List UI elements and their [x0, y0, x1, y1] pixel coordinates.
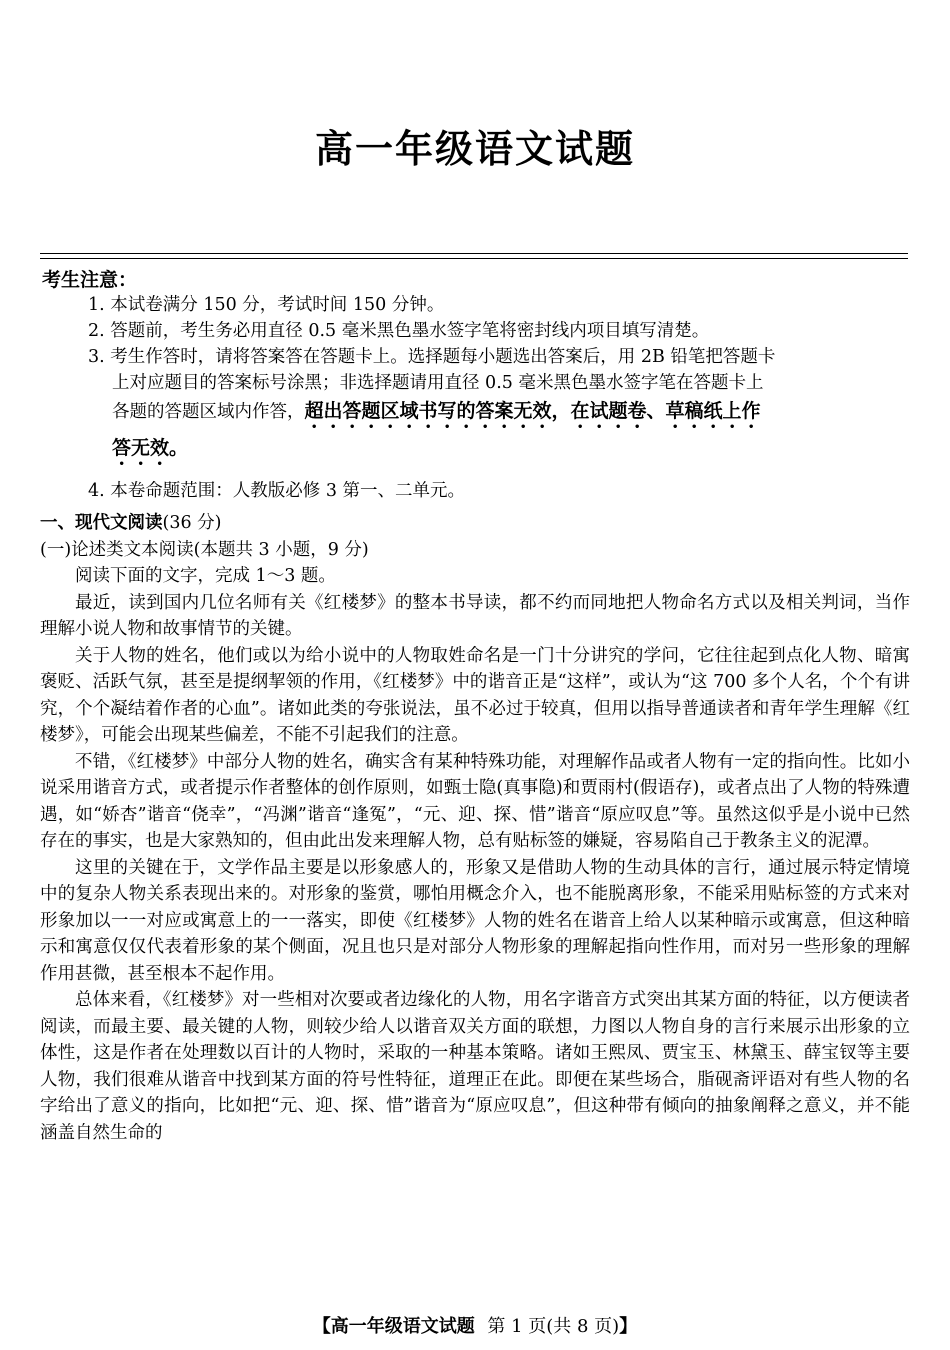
header-rule-top [40, 253, 908, 254]
section-heading [40, 510, 910, 537]
subsection-heading: (一)论述类文本阅读(本题共 3 小题，9 分) [40, 539, 369, 560]
passage-paragraph-2: 关于人物的姓名，他们或以为给小说中的人物取姓命名是一门十分讲究的学问，它往往起到点化人物、暗寓褒贬、活跃气氛，甚至是提纲挈领的作用，《红楼梦》中的谐音正是“这样”，或认为“这 700 多个人名，个个有讲究，个个凝结着作者的心血”。诸如此类的夸张说法，虽不必过于较真，但用以指导普通读者和青年学生理解《红楼梦》，可能会出现某些偏差，不能不引起我们的注意。 [40, 645, 910, 745]
passage-paragraph-5: 总体来看，《红楼梦》对一些相对次要或者边缘化的人物，用名字谐音方式突出其某方面的特征，以方便读者阅读，而最主要、最关键的人物，则较少给人以谐音双关方面的联想，力图以人物自身的言行来展示出形象的立体性，这是作者在处理数以百计的人物时，采取的一种基本策略。诸如王熙凤、贾宝玉、林黛玉、薛宝钗等主要人物，我们很难从谐音中找到某方面的符号性特征，道理正在此。即便在某些场合，脂砚斋评语对有些人物的名字给出了意义的指向，比如把“元、迎、探、惜”谐音为“原应叹息”，但这种带有倾向的抽象阐释之意义，并不能涵盖自然生命的 [40, 990, 910, 1143]
reading-section [40, 510, 910, 1146]
passage-paragraph-1: 最近，读到国内几位名师有关《红楼梦》的整本书导读，都不约而同地把人物命名方式以及相关判词，当作理解小说人物和故事情节的关键。 [40, 592, 910, 639]
footer-title: 高一年级语文试题 [330, 1316, 475, 1337]
notice-list [88, 292, 910, 504]
notice-item-3: 3. 考生作答时，请将答案答在答题卡上。选择题每小题选出答案后，用 2B 铅笔把答题卡 [88, 347, 776, 367]
notice-emphasis-1: 超出答题区域书写的答案无效，在试题卷、草稿纸上作 [304, 400, 761, 422]
page-footer [0, 1312, 950, 1338]
notice-item-1: 1. 本试卷满分 150 分，考试时间 150 分钟。 [88, 295, 445, 315]
footer-page-number: 第 1 页(共 8 页) [487, 1316, 620, 1337]
section-title: 一、现代文阅读 [40, 513, 163, 533]
header-rule-bottom [40, 258, 908, 259]
notice-item-3-cont-3 [88, 433, 910, 470]
passage-paragraph-3: 不错，《红楼梦》中部分人物的姓名，确实含有某种特殊功能，对理解作品或者人物有一定的指向性。比如小说采用谐音方式，或者提示作者整体的创作原则，如甄士隐(真事隐)和贾雨村(假语存)，或者点出了人物的特殊遭遇，如“娇杏”谐音“侥幸”，“冯渊”谐音“逢冤”，“元、迎、探、惜”谐音“原应叹息”等。虽然这似乎是小说中已然存在的事实，也是大家熟知的，但由此出发来理解人物，总有贴标签的嫌疑，容易陷自己于教条主义的泥潭。 [40, 751, 910, 851]
notice-item-3-cont-2 [88, 396, 910, 433]
reading-instruction: 阅读下面的文字，完成 1～3 题。 [75, 566, 336, 586]
notice-emphasis-2: 答无效。 [112, 437, 189, 459]
notice-heading: 考生注意： [42, 269, 138, 291]
notice-item-3-plain: 各题的答题区域内作答， [112, 402, 305, 422]
section-score: (36 分) [162, 513, 222, 533]
notice-item-2: 2. 答题前，考生务必用直径 0.5 毫米黑色墨水签字笔将密封线内项目填写清楚。 [88, 321, 710, 341]
passage-paragraph-4: 这里的关键在于，文学作品主要是以形象感人的，形象又是借助人物的生动具体的言行，通过展示特定情境中的复杂人物关系表现出来的。对形象的鉴赏，哪怕用概念介入，也不能脱离形象，不能采用贴标签的方式来对形象加以一一对应或寓意上的一一落实，即使《红楼梦》人物的姓名在谐音上给人以某种暗示或寓意，但这种暗示和寓意仅仅代表着形象的某个侧面，况且也只是对部分人物形象的理解起指向性作用，而对另一些形象的理解作用甚微，甚至根本不起作用。 [40, 857, 910, 984]
footer-left-bracket: 【 [312, 1316, 331, 1337]
notice-item-3-cont-1: 上对应题目的答案标号涂黑；非选择题请用直径 0.5 毫米黑色墨水签字笔在答题卡上 [112, 373, 764, 393]
footer-right-bracket: 】 [619, 1316, 638, 1337]
exam-title: 高一年级语文试题 [314, 127, 635, 171]
notice-item-4: 4. 本卷命题范围：人教版必修 3 第一、二单元。 [88, 481, 466, 501]
